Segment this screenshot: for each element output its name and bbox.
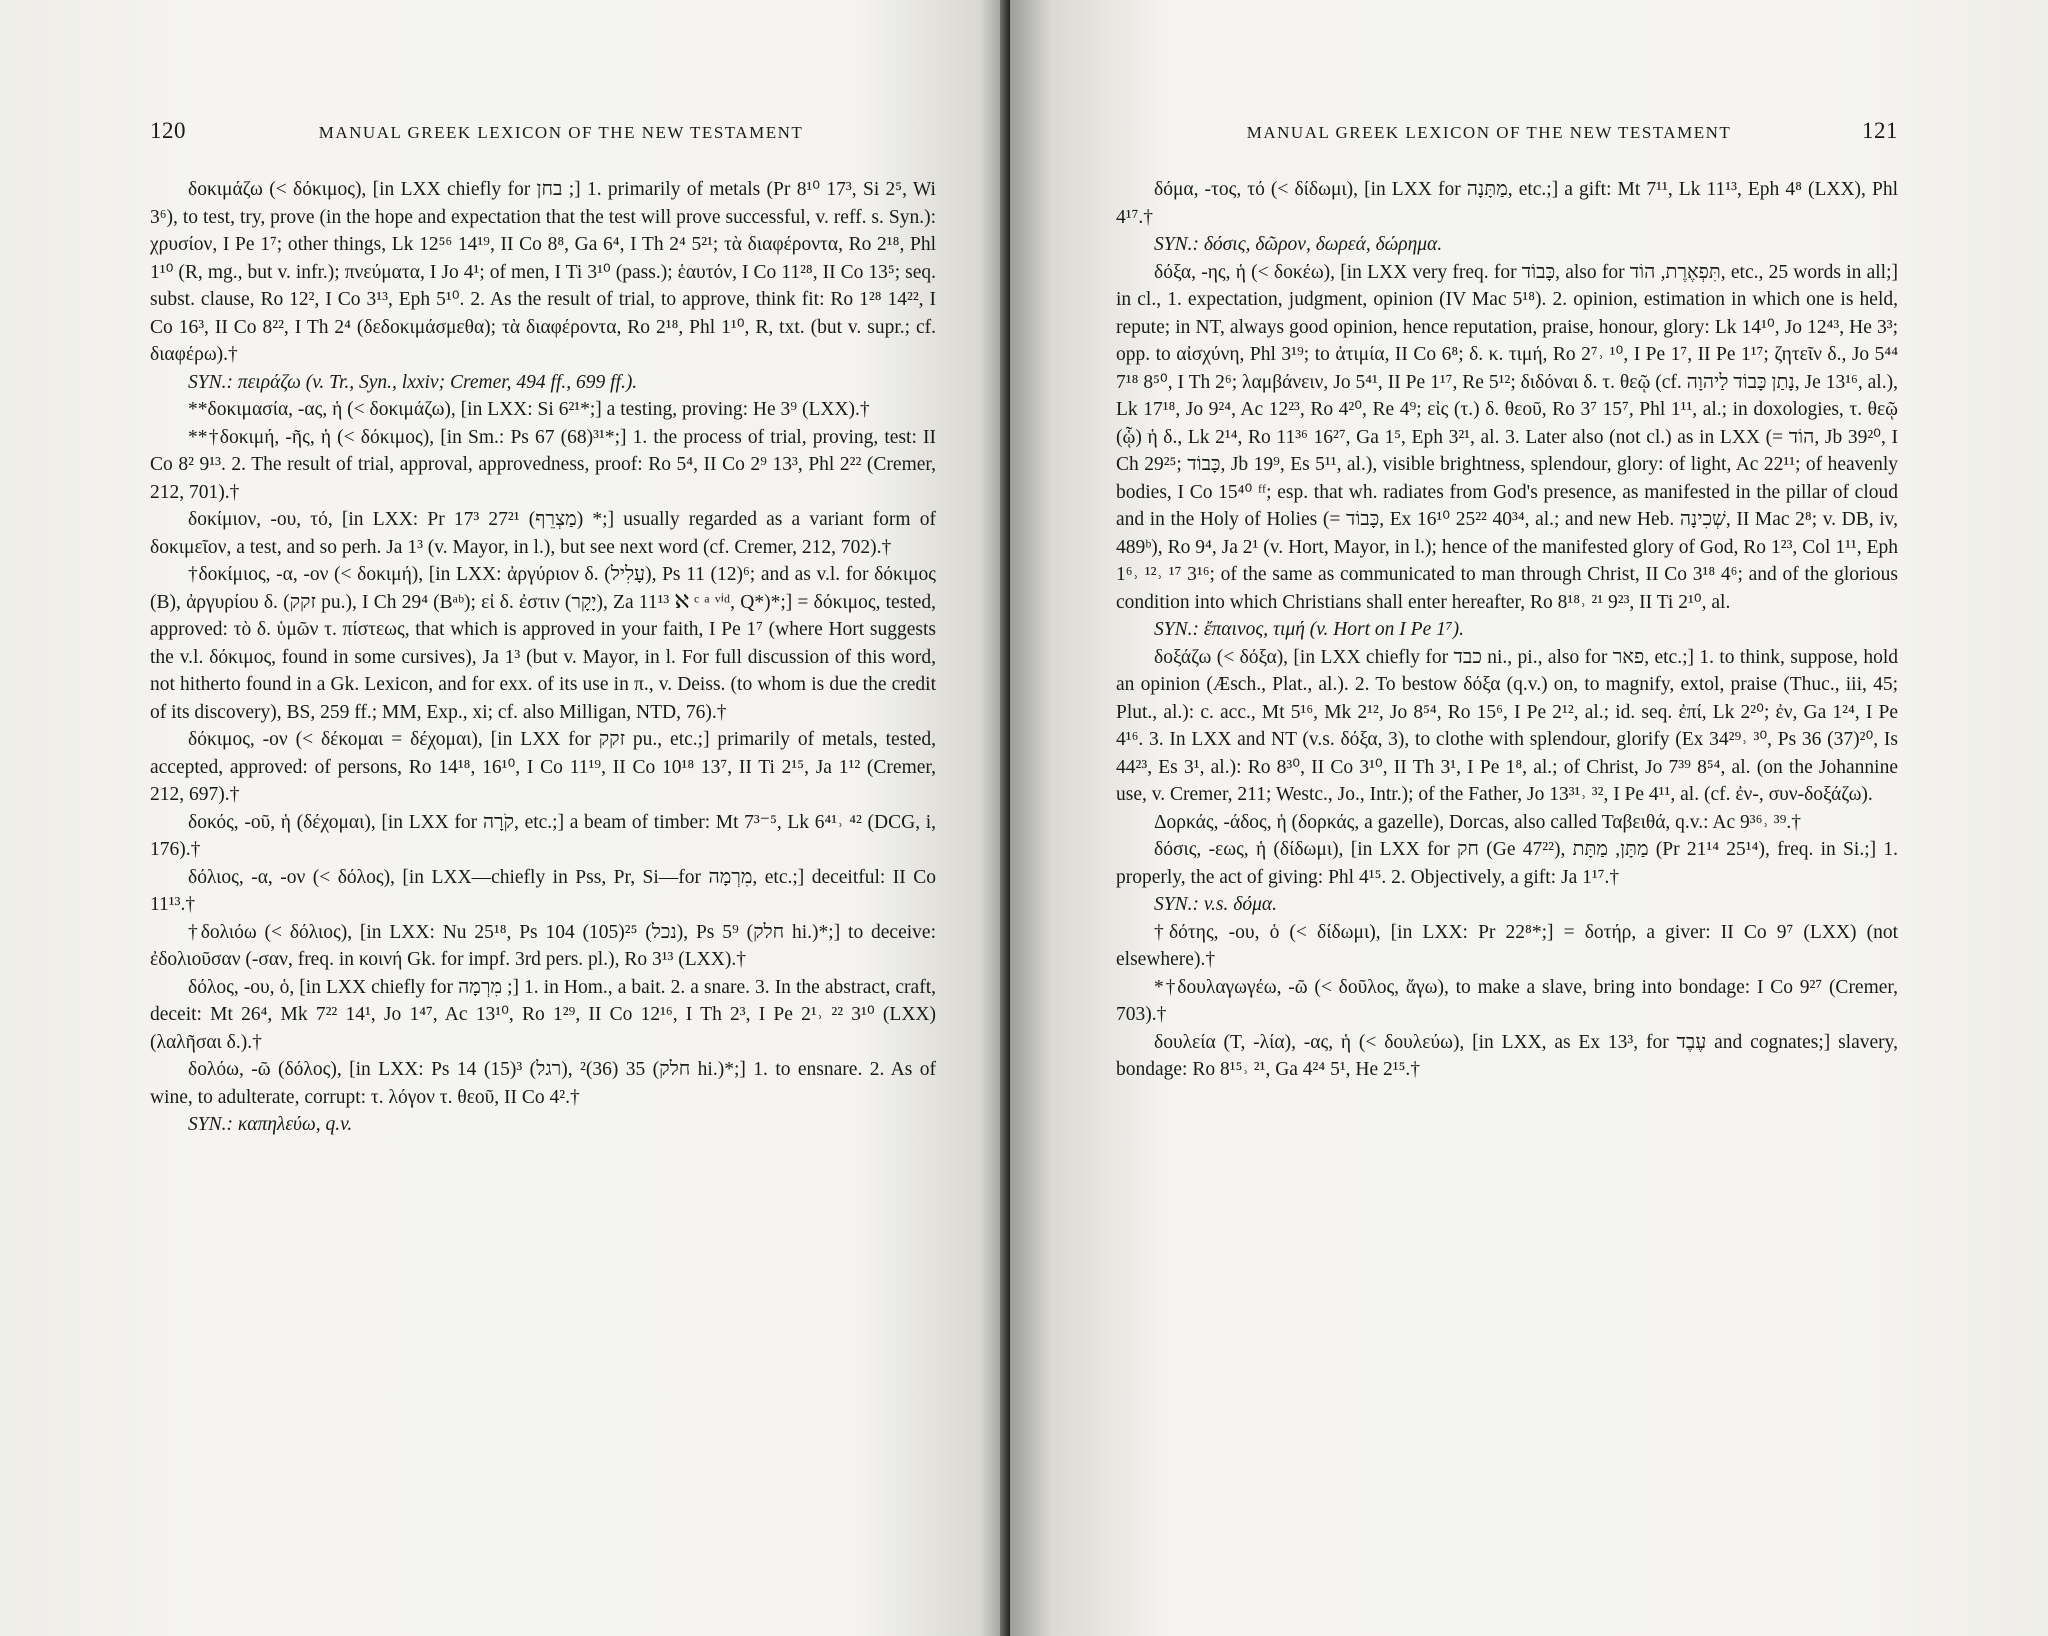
lexicon-column xyxy=(150,176,936,1606)
running-title: MANUAL GREEK LEXICON OF THE NEW TESTAMENT xyxy=(1246,123,1732,142)
entry-doxa: δόξα, -ης, ἡ (< δοκέω), [in LXX very freq. for כָּבוֹד, also for תִּפְאֶרֶת, הוֹד, etc., 25 words in all;] in cl., 1. expectation, judgment, opinion (IV Mac 5¹⁸). 2. opinion, estimation in which one is held, repute; in NT, always good opinion, hence reputation, praise, honour, glory: Lk 14¹⁰, Jo 12⁴³, He 3³; opp. to αἰσχύνη, Phl 3¹⁹; to ἀτιμία, II Co 6⁸; δ. κ. τιμή, Ro 2⁷˒ ¹⁰, I Pe 1⁷, II Pe 1¹⁷; ζητεῖν δ., Jo 5⁴⁴ 7¹⁸ 8⁵⁰, I Th 2⁶; λαμβάνειν, Jo 5⁴¹, II Pe 1¹⁷, Re 5¹²; διδόναι δ. τ. θεῷ (cf. נָתַן כָּבוֹד לַיהוָה, Je 13¹⁶, al.), Lk 17¹⁸, Jo 9²⁴, Ac 12²³, Ro 4²⁰, Re 4⁹; εἰς (τ.) δ. θεοῦ, Ro 3⁷ 15⁷, Phl 1¹¹, al.; in doxologies, τ. θεῷ (ᾧ) ἡ δ., Lk 2¹⁴, Ro 11³⁶ 16²⁷, Ga 1⁵, Eph 3²¹, al. 3. Later also (not cl.) as in LXX (= הוֹד, Jb 39²⁰, I Ch 29²⁵; כָּבוֹד, Jb 19⁹, Es 5¹¹, al.), visible brightness, splendour, glory: of light, Ac 22¹¹; of heavenly bodies, I Co 15⁴⁰ ᶠᶠ; esp. that wh. radiates from God's presence, as manifested in the pillar of cloud and in the Holy of Holies (= כָּבוֹד, Ex 16¹⁰ 25²² 40³⁴, al.; and new Heb. שְׁכִינָה, II Mac 2⁸; v. DB, iv, 489ᵇ), Ro 9⁴, Ja 2¹ (v. Hort, Mayor, in l.); hence of the manifested glory of God, Ro 1²³, Col 1¹¹, Eph 1⁶˒ ¹²˒ ¹⁷ 3¹⁶; of the same as communicated to man through Christ, II Co 3¹⁸ 4⁶; and of the glorious condition into which Christians shall enter hereafter, Ro 8¹⁸˒ ²¹ 9²³, II Ti 2¹⁰, al. xyxy=(1116,261,1898,613)
syn-note: SYN.: ἔπαινος, τιμή (v. Hort on I Pe 1⁷). xyxy=(1154,619,1465,640)
entry-dokime: **†δοκιμή, -ῆς, ἡ (< δόκιμος), [in Sm.: Ps 67 (68)³¹*;] 1. the process of trial, proving, test: II Co 8² 9¹³. 2. The result of trial, approval, approvedness, proof: Ro 5⁴, II Co 2⁹ 13³, Phl 2²² (Cremer, 212, 701).† xyxy=(150,426,936,503)
entry-dolioo: †δολιόω (< δόλιος), [in LXX: Nu 25¹⁸, Ps 104 (105)²⁵ (נכל), Ps 5⁹ (חלק hi.)*;] to deceive: ἐδολιοῦσαν (-σαν, freq. in κοινή Gk. for impf. 3rd pers. pl.), Ro 3¹³ (LXX).† xyxy=(150,921,936,970)
entry-douleia: δουλεία (T, -λία), -ας, ἡ (< δουλεύω), [in LXX, as Ex 13³, for עֶבֶד and cognates;] slavery, bondage: Ro 8¹⁵˒ ²¹, Ga 4²⁴ 5¹, He 2¹⁵.† xyxy=(1116,1031,1898,1080)
entry-dorkas: Δορκάς, -άδος, ἡ (δορκάς, a gazelle), Dorcas, also called Ταβειθά, q.v.: Ac 9³⁶˒ ³⁹.† xyxy=(1154,811,1802,833)
entry-dokimazo: δοκιμάζω (< δόκιμος), [in LXX chiefly for בחן ;] 1. primarily of metals (Pr 8¹⁰ 17³, Si 2⁵, Wi 3⁶), to test, try, prove (in the hope and expectation that the test will prove successful, v. reff. s. Syn.): χρυσίον, I Pe 1⁷; other things, Lk 12⁵⁶ 14¹⁹, II Co 8⁸, Ga 6⁴, I Th 2⁴ 5²¹; τὰ διαφέροντα, Ro 2¹⁸, Phl 1¹⁰ (R, mg., but v. infr.); πνεύματα, I Jo 4¹; of men, I Ti 3¹⁰ (pass.); ἑαυτόν, I Co 11²⁸, II Co 13⁵; seq. subst. clause, Ro 12², I Co 3¹³, Eph 5¹⁰. 2. As the result of trial, to approve, think fit: Ro 1²⁸ 14²², I Co 16³, II Co 8²², I Th 2⁴ (δεδοκιμάσμεθα); τὰ διαφέροντα, Ro 2¹⁸, Phl 1¹⁰, R, txt. (but v. supr.; cf. διαφέρω).† xyxy=(150,179,936,365)
entry-dosis: δόσις, -εως, ἡ (δίδωμι), [in LXX for חק (Ge 47²²), מַתָּן, מַתָּת (Pr 21¹⁴ 25¹⁴), freq. in Si.;] 1. properly, the act of giving: Phl 4¹⁵. 2. Objectively, a gift: Ja 1¹⁷.† xyxy=(1116,839,1898,888)
entry-dolos: δόλος, -ου, ὁ, [in LXX chiefly for מִרְמָה ;] 1. in Hom., a bait. 2. a snare. 3. In the abstract, craft, deceit: Mt 26⁴, Mk 7²² 14¹, Jo 1⁴⁷, Ac 13¹⁰, Ro 1²⁹, II Co 12¹⁶, I Th 2³, I Pe 2¹˒ ²² 3¹⁰ (LXX) (λαλῆσαι δ.).† xyxy=(150,976,936,1053)
entry-dokimion: δοκίμιον, -ου, τό, [in LXX: Pr 17³ 27²¹ (מַצְרֵף) *;] usually regarded as a variant form of δοκιμεῖον, a test, and so perh. Ja 1³ (v. Mayor, in l.), but see next word (cf. Cremer, 212, 702).† xyxy=(150,509,936,558)
syn-note: SYN.: v.s. δόμα. xyxy=(1154,894,1277,915)
running-title: MANUAL GREEK LEXICON OF THE NEW TESTAMENT xyxy=(318,123,804,142)
syn-note: SYN.: πειράζω (v. Tr., Syn., lxxiv; Cremer, 494 ff., 699 ff.). xyxy=(188,371,638,393)
running-head xyxy=(1116,118,1898,158)
left-page xyxy=(0,0,1010,1636)
page-number: 120 xyxy=(150,118,186,143)
entry-dokimos: δόκιμος, -ον (< δέκομαι = δέχομαι), [in LXX for זקק pu., etc.;] primarily of metals, tested, accepted, approved: of persons, Ro 14¹⁸, 16¹⁰, I Co 11¹⁹, II Co 10¹⁸ 13⁷, II Ti 2¹⁵, Ja 1¹² (Cremer, 212, 697).† xyxy=(150,729,936,805)
entry-doloo: δολόω, -ῶ (δόλος), [in LXX: Ps 14 (15)³ (רגל), 35 (36)² (חלק hi.)*;] 1. to ensnare. 2. As of wine, to adulterate, corrupt: τ. λόγον τ. θεοῦ, II Co 4².† xyxy=(150,1059,936,1108)
page-number: 121 xyxy=(1862,118,1898,143)
syn-note: SYN.: δόσις, δῶρον, δωρεά, δώρημα. xyxy=(1154,234,1443,255)
running-head xyxy=(150,118,936,158)
syn-note: SYN.: καπηλεύω, q.v. xyxy=(188,1114,353,1135)
lexicon-column xyxy=(1116,176,1898,1606)
entry-doxazo: δοξάζω (< δόξα), [in LXX chiefly for כבד ni., pi., also for פאר, etc.;] 1. to think, suppose, hold an opinion (Æsch., Plat., al.). 2. To bestow δόξα (q.v.) on, to magnify, extol, praise (Thuc., iii, 45; Plut., al.): c. acc., Mt 5¹⁶, Mk 2¹², Jo 8⁵⁴, Ro 15⁶, I Pe 2¹², al.; id. seq. ἐπί, Lk 2²⁰; ἐν, Ga 1²⁴, I Pe 4¹⁶. 3. In LXX and NT (v.s. δόξα, 3), to clothe with splendour, glorify (Ex 34²⁹˒ ³⁰, Ps 36 (37)²⁰, Is 44²³, Es 3¹, al.): Ro 8³⁰, II Co 3¹⁰, II Th 3¹, I Pe 1⁸, al.; of Christ, Jo 7³⁹ 8⁵⁴, al. (on the Johannine use, v. Cremer, 211; Westc., Jo., Intr.); of the Father, Jo 13³¹˒ ³², I Pe 4¹¹, al. (cf. ἐν-, συν-δοξάζω). xyxy=(1116,646,1898,805)
entry-dokimios: †δοκίμιος, -α, -ον (< δοκιμή), [in LXX: ἀργύριον δ. (עָלִיל), Ps 11 (12)⁶; and as v.l. for δόκιμος (B), ἀργυρίου δ. (זקק pu.), I Ch 29⁴ (Bᵃᵇ); εἰ δ. ἐστιν (יָקָר), Za 11¹³ ℵ ᶜ ᵃ ᵛⁱᵈ, Q*)*;] = δόκιμος, tested, approved: τὸ δ. ὑμῶν τ. πίστεως, that which is approved in your faith, I Pe 1⁷ (where Hort suggests the v.l. δόκιμος, found in some cursives), Ja 1³ (but v. Mayor, in l. For full discussion of this word, not hitherto found in a Gk. Lexicon, and for exx. of its use in π., v. Deiss. (to whom is due the credit of its discovery), BS, 259 ff.; MM, Exp., xi; cf. also Milligan, NTD, 76).† xyxy=(150,564,936,723)
entry-dokos: δοκός, -οῦ, ἡ (δέχομαι), [in LXX for קֹרָה, etc.;] a beam of timber: Mt 7³⁻⁵, Lk 6⁴¹˒ ⁴² (DCG, i, 176).† xyxy=(150,811,936,860)
entry-dokimasia: **δοκιμασία, -ας, ἡ (< δοκιμάζω), [in LXX: Si 6²¹*;] a testing, proving: He 3⁹ (LXX).† xyxy=(188,399,870,420)
entry-dotes: †δότης, -ου, ὁ (< δίδωμι), [in LXX: Pr 22⁸*;] = δοτήρ, a giver: II Co 9⁷ (LXX) (not elsewhere).† xyxy=(1116,921,1898,970)
entry-dolios: δόλιος, -α, -ον (< δόλος), [in LXX—chiefly in Pss, Pr, Si—for מִרְמָה, etc.;] deceitful: II Co 11¹³.† xyxy=(150,866,936,915)
entry-doma: δόμα, -τος, τό (< δίδωμι), [in LXX for מַתָּנָה, etc.;] a gift: Mt 7¹¹, Lk 11¹³, Eph 4⁸ (LXX), Phl 4¹⁷.† xyxy=(1116,179,1898,228)
entry-doulagogeo: *†δουλαγωγέω, -ῶ (< δοῦλος, ἄγω), to make a slave, bring into bondage: I Co 9²⁷ (Cremer, 703).† xyxy=(1116,976,1898,1025)
right-page xyxy=(1010,0,2048,1636)
